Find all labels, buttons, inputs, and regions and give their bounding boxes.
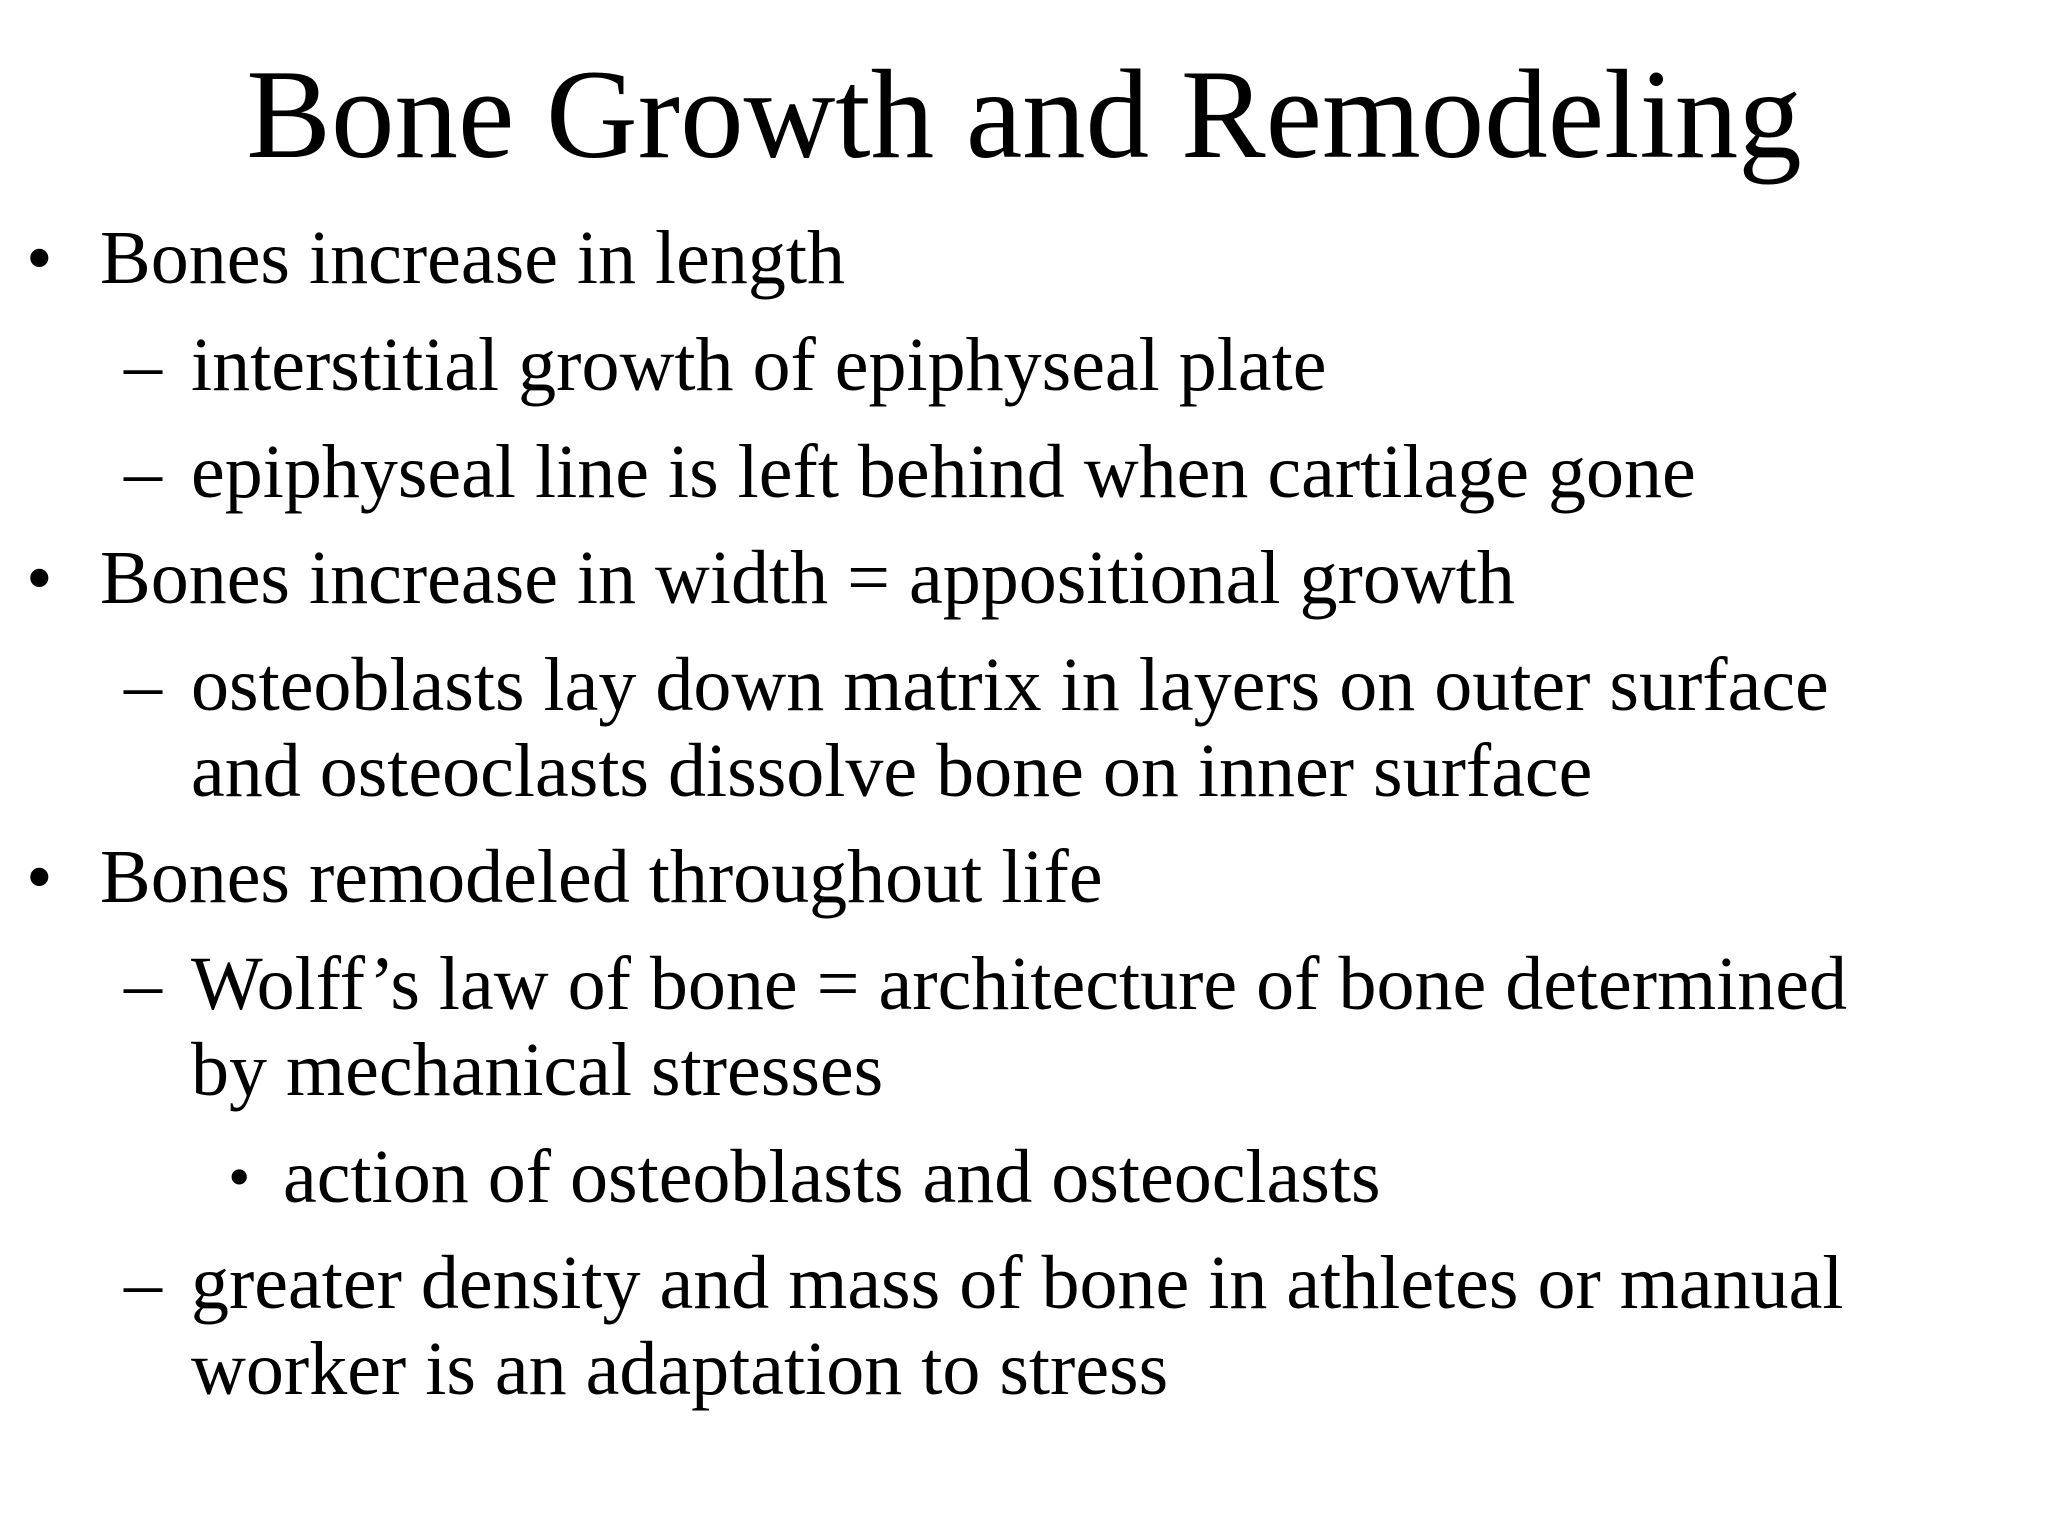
bullet-icon: • [26,216,53,300]
sub-bullet-density-line1: greater density and mass of bone in athletes or manual [191,1241,1844,1325]
bullet-bones-width: Bones increase in width = appositional growth [100,536,1515,620]
dash-icon: – [124,643,162,727]
dash-icon: – [124,942,162,1026]
sub-bullet-density-line2: worker is an adaptation to stress [191,1327,1169,1411]
bullet-icon: • [26,536,53,620]
dash-icon: – [124,430,162,514]
bullet-icon: • [26,835,53,919]
sub-bullet-osteoblasts-line2: and osteoclasts dissolve bone on inner surface [191,729,1593,813]
bullet-bones-remodeled: Bones remodeled throughout life [100,835,1103,919]
sub-sub-bullet-osteoblast-action: action of osteoblasts and osteoclasts [283,1135,1381,1219]
sub-bullet-osteoblasts-line1: osteoblasts lay down matrix in layers on outer surface [191,643,1829,727]
sub-bullet-wolffs-law-line1: Wolff’s law of bone = architecture of bone determined [191,942,1848,1026]
bullet-bones-length: Bones increase in length [100,216,846,300]
bullet-icon: • [228,1141,251,1212]
sub-bullet-wolffs-law-line2: by mechanical stresses [191,1028,884,1112]
dash-icon: – [124,1241,162,1325]
slide-title: Bone Growth and Remodeling [246,45,1802,185]
sub-bullet-epiphyseal-line: epiphyseal line is left behind when cartilage gone [191,430,1696,514]
sub-bullet-interstitial-growth: interstitial growth of epiphyseal plate [191,323,1327,407]
dash-icon: – [124,323,162,407]
